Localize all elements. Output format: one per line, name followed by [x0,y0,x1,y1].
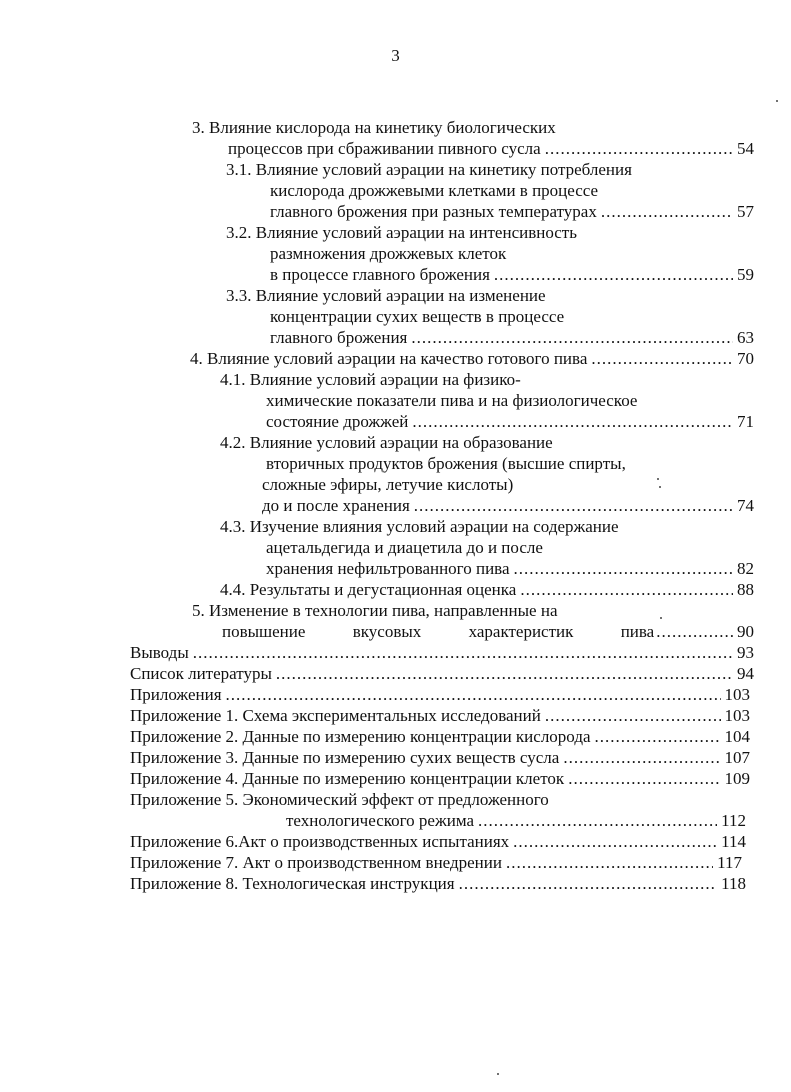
toc-entry-4-4-label: 4.4. Результаты и дегустационная оценка [220,580,517,599]
toc-entry-appendix-5 [286,811,746,831]
page-number: 3 [391,46,400,65]
toc-entry-3 [228,139,754,159]
toc-entry-3-2-line3: в процессе главного брожения [270,265,490,284]
leader-dots [563,748,720,768]
toc-entry-3-1-line2: кислорода дрожжевыми клетками в процессе [270,181,599,200]
leader-dots [506,853,713,873]
leader-dots [595,727,721,747]
toc-entry-4-2-page: 74 [737,496,754,515]
toc-entry-5-word: пива [620,622,655,641]
toc-entry-4-1 [266,412,754,432]
scan-speck [497,1073,499,1075]
toc-entry-4-1-line3: состояние дрожжей [266,412,409,431]
toc-entry-4-2 [262,496,754,516]
toc-entry-4-line1: 4. Влияние условий аэрации на качество готового пива [190,349,588,368]
toc-entry-appendix-5-page: 112 [721,811,746,830]
toc-entry-5-word: вкусовых [352,622,422,641]
leader-dots [513,832,717,852]
toc-entry-appendices-label: Приложения [130,685,222,704]
toc-entry-appendix-3-page: 107 [724,748,750,767]
toc-entry-3-line2: процессов при сбраживании пивного сусла [228,139,541,158]
toc-entry-appendix-4-label: Приложение 4. Данные по измерению концентрации клеток [130,769,565,788]
toc-entry-3-1-page: 57 [737,202,754,221]
leader-dots [545,139,733,159]
toc-entry-3-1-line1: 3.1. Влияние условий аэрации на кинетику потребления [226,160,632,179]
leader-dots [545,706,721,726]
leader-dots [226,685,721,705]
toc-entry-appendix-8 [130,874,746,894]
toc-entry-3-3-line1: 3.3. Влияние условий аэрации на изменение [226,286,546,305]
toc-entry-references [130,664,754,684]
toc-entry-appendices-page: 103 [724,685,750,704]
toc-entry-conclusions-page: 93 [737,643,754,662]
leader-dots [591,349,733,369]
toc-entry-4-3-line3: хранения нефильтрованного пива [266,559,510,578]
toc-entry-3-2-line2: размножения дрожжевых клеток [270,244,507,263]
toc-entry-references-page: 94 [737,664,754,683]
scan-speck [659,486,661,488]
toc-entry-conclusions [130,643,754,663]
toc-entry-4-2-line1: 4.2. Влияние условий аэрации на образование [220,433,553,452]
toc-entry-appendix-1-label: Приложение 1. Схема экспериментальных исследований [130,706,541,725]
toc-entry-5-line1: 5. Изменение в технологии пива, направленные на [192,601,558,620]
toc-entry-4-1-line1: 4.1. Влияние условий аэрации на физико- [220,370,521,389]
toc-entry-conclusions-label: Выводы [130,643,189,662]
toc-entry-4-2-line3: сложные эфиры, летучие кислоты) [262,475,514,494]
toc-entry-4-4 [220,580,754,600]
toc-entry-4-1-page: 71 [737,412,754,431]
leader-dots [478,811,717,831]
toc-entry-appendix-5-line2: технологического режима [286,811,475,830]
toc-entry-4-1-line2: химические показатели пива и на физиологическое [266,391,638,410]
leader-dots [411,328,733,348]
toc-entry-appendix-8-label: Приложение 8. Технологическая инструкция [130,874,455,893]
scan-speck [660,617,662,619]
toc-entry-4-3-line1: 4.3. Изучение влияния условий аэрации на содержание [220,517,619,536]
toc-entry-appendix-5-line1: Приложение 5. Экономический эффект от предложенного [130,790,549,809]
scan-speck [657,478,659,480]
leader-dots [193,643,733,663]
toc-entry-appendix-6 [130,832,746,852]
leader-dots [520,580,733,600]
leader-dots [494,265,733,285]
toc-entry-5 [222,622,754,642]
leader-dots [601,202,733,222]
toc-entry-4-page: 70 [737,349,754,368]
scan-speck [776,100,778,102]
toc-entry-appendix-6-page: 114 [721,832,746,851]
toc-entry-3-2-page: 59 [737,265,754,284]
toc-entry-appendix-4 [130,769,750,789]
toc-entry-appendix-2 [130,727,750,747]
toc-entry-3-1 [270,202,754,222]
leader-dots [568,769,720,789]
toc-entry-4 [190,349,754,369]
toc-entry-4-3-page: 82 [737,559,754,578]
toc-entry-appendix-2-page: 104 [724,727,750,746]
toc-entry-appendix-3-label: Приложение 3. Данные по измерению сухих веществ сусла [130,748,560,767]
toc-entry-appendix-7-label: Приложение 7. Акт о производственном внедрении [130,853,502,872]
leader-dots [276,664,733,684]
toc-entry-appendix-1-page: 103 [724,706,750,725]
toc-entry-appendix-2-label: Приложение 2. Данные по измерению концентрации кислорода [130,727,591,746]
toc-entry-3-2-line1: 3.2. Влияние условий аэрации на интенсивность [226,223,577,242]
toc-entry-4-2-line2: вторичных продуктов брожения (высшие спирты, [266,454,626,473]
toc-entry-appendix-3 [130,748,750,768]
toc-entry-3-3 [270,328,754,348]
leader-dots [459,874,718,894]
toc-entry-4-3-line2: ацетальдегида и диацетила до и после [266,538,543,557]
toc-entry-3-3-line3: главного брожения [270,328,408,347]
leader-dots: ............... [656,622,735,641]
toc-entry-4-4-page: 88 [737,580,754,599]
toc-entry-3-3-line2: концентрации сухих веществ в процессе [270,307,565,326]
toc-entry-appendix-7-page: 117 [717,853,742,872]
toc-entry-5-page: 90 [736,622,754,641]
leader-dots [514,559,733,579]
toc-entry-5-word: характеристик [468,622,574,641]
toc-entry-3-page: 54 [737,139,754,158]
toc-entry-appendix-4-page: 109 [724,769,750,788]
toc-entry-appendices [130,685,750,705]
leader-dots [412,412,733,432]
leader-dots [414,496,733,516]
toc-entry-appendix-1 [130,706,750,726]
toc-entry-3-line1: 3. Влияние кислорода на кинетику биологических [192,118,556,137]
toc-entry-appendix-8-page: 118 [721,874,746,893]
toc-entry-4-3 [266,559,754,579]
toc-entry-3-1-line3: главного брожения при разных температурах [270,202,597,221]
toc-entry-appendix-7 [130,853,742,873]
toc-entry-references-label: Список литературы [130,664,272,683]
toc-entry-appendix-6-label: Приложение 6.Акт о производственных испытаниях [130,832,510,851]
toc-entry-5-word: повышение [222,622,306,641]
toc-entry-3-3-page: 63 [737,328,754,347]
toc-entry-4-2-line4: до и после хранения [262,496,410,515]
toc-entry-3-2 [270,265,754,285]
